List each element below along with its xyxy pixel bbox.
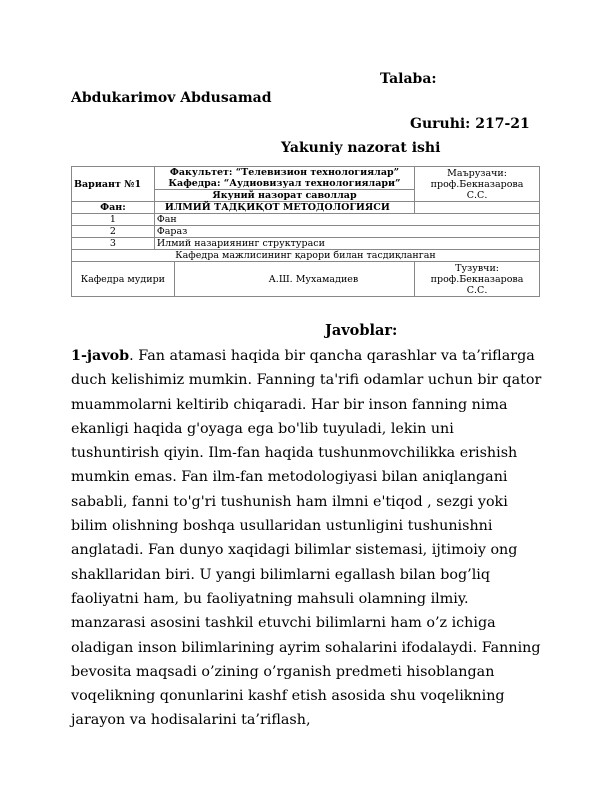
student-label: Talaba:: [380, 71, 437, 87]
document-title: Yakuniy nazorat ishi: [281, 140, 441, 156]
compiler-cell: [415, 262, 540, 297]
lecturer-initials: С.С.: [466, 189, 488, 201]
question-text: Фан: [154, 214, 539, 226]
student-name: Abdukarimov Abdusamad: [71, 90, 272, 106]
answer-label: 1-javob: [71, 348, 130, 364]
answers-heading: Javoblar:: [325, 322, 398, 339]
department-text: Кафедра: “Аудиовизуал технологиялари”: [168, 178, 401, 189]
compiler-initials: С.С.: [466, 284, 488, 296]
subject-cell: ИЛМИЙ ТАДҚИҚОТ МЕТОДОЛОГИЯСИ: [154, 202, 414, 214]
lecturer-cell: [415, 167, 540, 202]
lecturer-label: Маърузачи:: [447, 167, 507, 179]
question-text: Фараз: [154, 226, 539, 238]
answer-text: . Fan atamasi haqida bir qancha qarashlar va ta’riflarga duch kelishimiz mumkin. Fanning ta'rifi odamlar uchun bir qator muammolarni keltirib chiqaradi. Har bir inson fanning nima ekanligi haqida g'oyaga ega bo'lib tuyuladi, lekin uni tushuntirish qiyin. Ilm-fan haqida tushunmovchilikka erishish mumkin emas. Fan ilm-fan metodologiyasi bilan aniqlangani sababli, fanni to'g'ri tushunish ham ilmni e'tiqod , sezgi yoki bilim olishning boshqa usullaridan ustunligini tushunishni anglatadi. Fan dunyo xaqidagi bilimlar sistemasi, ijtimoiy ong shakllaridan biri. U yangi bilimlarni egallash bilan bog’liq faoliyatni ham, bu faoliyatning mahsuli olamning ilmiy. manzarasi asosini tashkil etuvchi bilimlarni ham o’z ichiga oladigan inson bilimlarining ayrim sohalarini ifodalaydi. Fanning bevosita maqsadi o’zining o’rganish predmeti hisoblangan voqelikning qonunlarini kashf etish asosida shu voqelikning jarayon va hodisalarini ta’riflash,: [71, 348, 542, 729]
question-number: 3: [72, 238, 155, 250]
approval-cell: Кафедра мажлисининг қарори билан тасдиқланган: [72, 250, 540, 262]
faculty-cell: [154, 167, 414, 190]
faculty-text: Факультет: “Телевизион технологиялар”: [169, 167, 400, 178]
answer-paragraph: [71, 344, 543, 733]
lecturer-name: проф.Бекназарова: [430, 178, 524, 190]
exam-title-cell: Якуний назорат саволлар: [154, 190, 414, 202]
subject-empty-cell: [415, 202, 540, 214]
compiler-name: проф.Бекназарова: [430, 273, 524, 285]
question-number: 1: [72, 214, 155, 226]
subject-label-cell: Фан:: [72, 202, 155, 214]
head-label-cell: Кафедра мудири: [72, 262, 175, 297]
question-number: 2: [72, 226, 155, 238]
question-text: Илмий назариянинг структураси: [154, 238, 539, 250]
head-name-cell: А.Ш. Мухамадиев: [174, 262, 414, 297]
group-label: Guruhi: 217-21: [410, 116, 530, 132]
compiler-label: Тузувчи:: [455, 262, 499, 274]
exam-info-table: [71, 166, 540, 297]
variant-cell: Вариант №1: [72, 167, 155, 202]
